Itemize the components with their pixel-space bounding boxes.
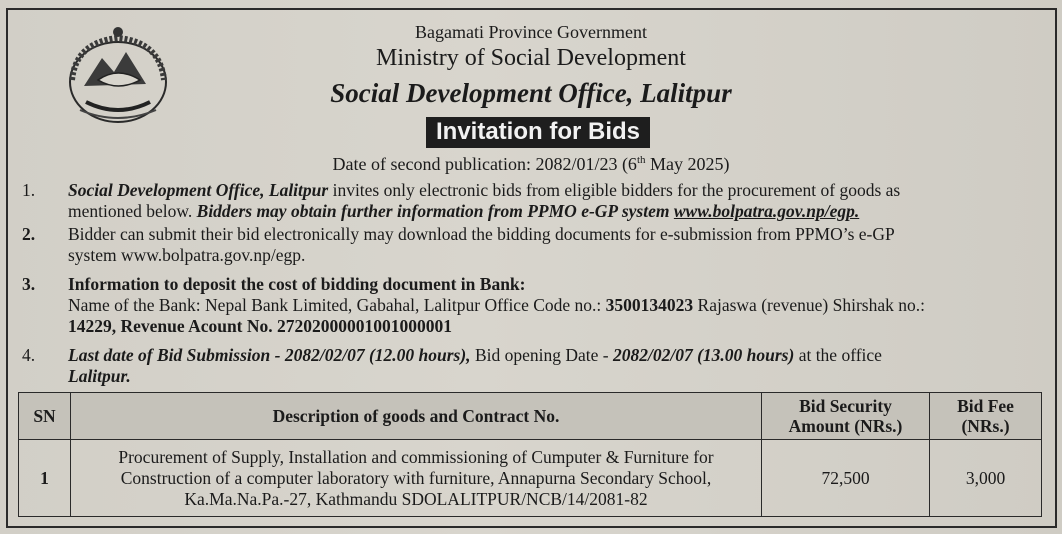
- submission-date: 2082/02/07 (12.00 hours),: [284, 345, 471, 365]
- row-description: [71, 440, 762, 517]
- header-text: (NRs.): [961, 416, 1010, 436]
- office-code: 3500134023: [605, 295, 694, 315]
- paragraph-number: 4.: [22, 345, 36, 365]
- further-info-text: Bidders may obtain further information from PPMO e-GP system: [196, 201, 674, 221]
- paragraph-text: [68, 180, 1040, 222]
- bank-text: Name of the Bank: Nepal Bank Limited, Gabahal, Lalitpur Office Code no.:: [68, 295, 606, 315]
- revenue-account: 14229, Revenue Acount No. 27202000001001000001: [68, 316, 453, 336]
- header-sn: SN: [19, 393, 71, 440]
- publication-date: [0, 154, 1062, 175]
- egp-link[interactable]: www.bolpatra.gov.np/egp.: [673, 201, 860, 221]
- submission-label: Last date of Bid Submission -: [68, 345, 285, 365]
- opening-label: Bid opening Date -: [470, 345, 613, 365]
- paragraph-text: [68, 345, 1040, 387]
- province-name: Bagamati Province Government: [415, 22, 647, 42]
- text-line: Bidder can submit their bid electronically may download the bidding documents for e-submission from PPMO’s e-GP: [68, 224, 895, 244]
- office-ref: Social Development Office, Lalitpur: [68, 180, 329, 200]
- row-bid-fee: 3,000: [930, 440, 1042, 517]
- row-bid-security: 72,500: [762, 440, 930, 517]
- text-line: invites only electronic bids from eligible bidders for the procurement of goods as: [328, 180, 901, 200]
- header-text: Amount (NRs.): [788, 416, 903, 436]
- bank-info-heading: Information to deposit the cost of bidding document in Bank:: [68, 274, 526, 294]
- paragraph-text: [68, 274, 1040, 337]
- paragraph-number: 2.: [22, 224, 36, 244]
- description-line: Construction of a computer laboratory with furniture, Annapurna Secondary School,: [120, 467, 712, 488]
- table-row: [19, 440, 1042, 517]
- paragraph-number: 3.: [22, 274, 36, 294]
- title-wrapper: [0, 117, 1062, 148]
- text-line: system www.bolpatra.gov.np/egp.: [68, 245, 306, 265]
- description-line: Ka.Ma.Na.Pa.-27, Kathmandu SDOLALITPUR/NCB/14/2081-82: [184, 488, 648, 509]
- text-line: mentioned below.: [68, 201, 197, 221]
- header-text: Bid Security: [799, 396, 892, 416]
- paragraph-number: 1.: [22, 180, 36, 200]
- rajaswa-text: Rajaswa (revenue) Shirshak no.:: [693, 295, 925, 315]
- header-text: Bid Fee: [957, 396, 1014, 416]
- description-line: Procurement of Supply, Installation and commissioning of Cumputer & Furniture for: [118, 446, 714, 467]
- header-description: Description of goods and Contract No.: [71, 393, 762, 440]
- bids-table: [18, 392, 1042, 517]
- date-superscript: th: [636, 154, 646, 166]
- date-prefix: Date of second publication: 2082/01/23 (6: [332, 154, 637, 174]
- row-sn: 1: [19, 440, 71, 517]
- header-bid-security: [762, 393, 930, 440]
- date-suffix: May 2025): [645, 154, 730, 174]
- ministry-name: Ministry of Social Development: [376, 45, 686, 71]
- location-place: Lalitpur.: [68, 366, 131, 386]
- table-header-row: [19, 393, 1042, 440]
- office-name: Social Development Office, Lalitpur: [330, 78, 732, 108]
- location-text: at the office: [794, 345, 882, 365]
- header-bid-fee: [930, 393, 1042, 440]
- opening-date: 2082/02/07 (13.00 hours): [612, 345, 795, 365]
- page-title: Invitation for Bids: [426, 117, 650, 148]
- paragraph-text: [68, 224, 1040, 266]
